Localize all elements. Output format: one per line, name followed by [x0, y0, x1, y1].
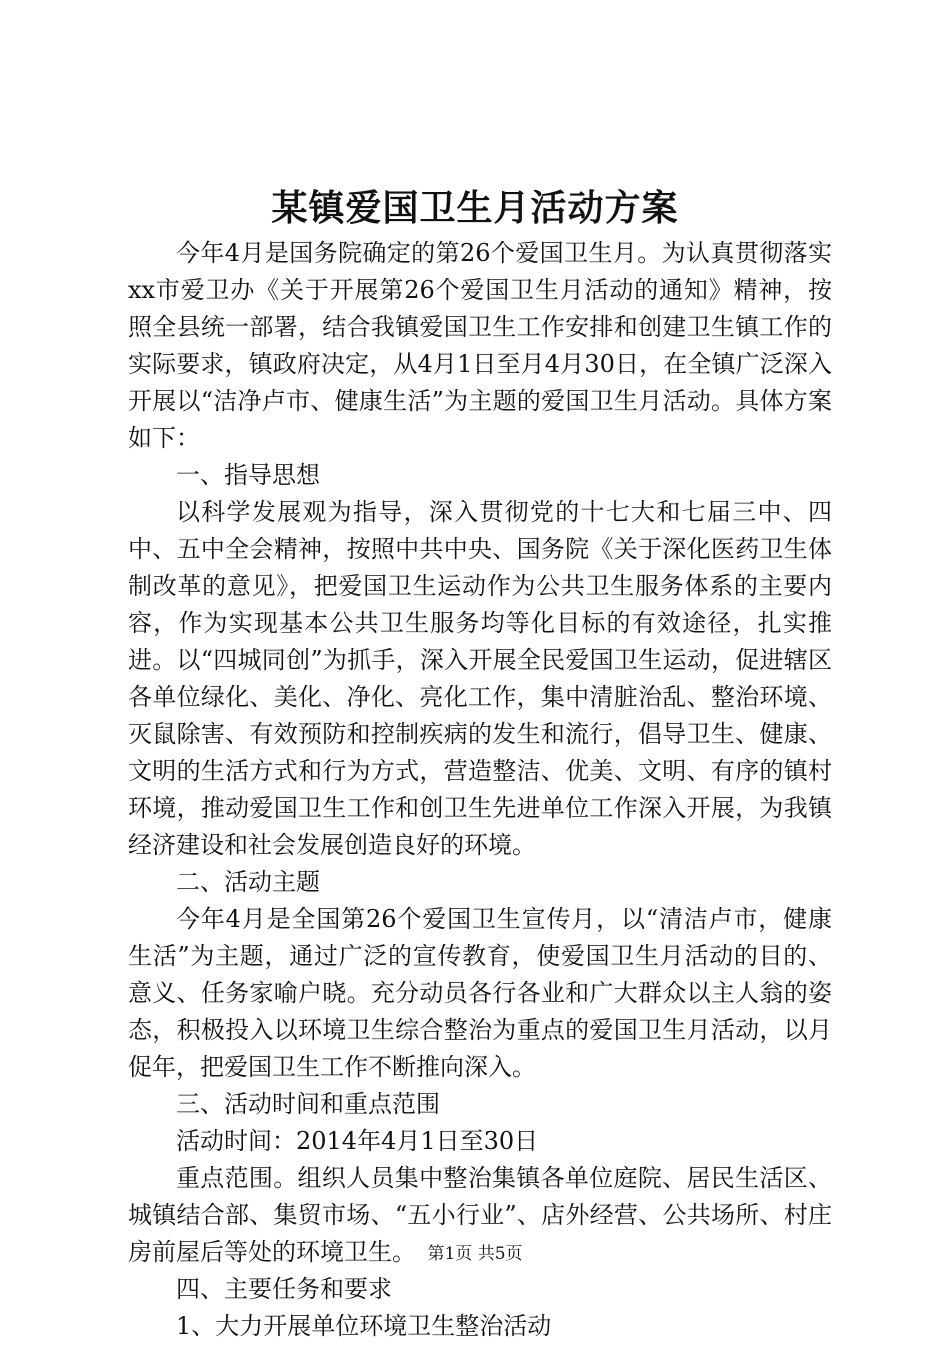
page-footer: 第1页 共5页	[427, 1244, 523, 1264]
section-heading-activity-theme: 二、活动主题	[176, 868, 320, 896]
guiding-thought-paragraph: 以科学发展观为指导，深入贯彻党的十七大和七届三中、四中、五中全会精神，按照中共中央、国务院《关于深化医药卫生体制改革的意见》，把爱国卫生运动作为公共卫生服务体系的主要内容，作为实现基本公共卫生服务均等化目标的有效途径，扎实推进。以“四城同创”为抓手，深入开展全民爱国卫生运动，促进辖区各单位绿化、美化、净化、亮化工作，集中清脏治乱、整治环境、灭鼠除害、有效预防和控制疾病的发生和流行，倡导卫生、健康、文明的生活方式和行为方式，营造整洁、优美、文明、有序的镇村环境，推动爱国卫生工作和创卫生先进单位工作深入开展，为我镇经济建设和社会发展创造良好的环境。	[128, 498, 832, 859]
activity-theme-paragraph: 今年4月是全国第26个爱国卫生宣传月，以“清洁卢市，健康生活”为主题，通过广泛的宣传教育，使爱国卫生月活动的目的、意义、任务家喻户晓。充分动员各行各业和广大群众以主人翁的姿态，积极投入以环境卫生综合整治为重点的爱国卫生月活动，以月促年，把爱国卫生工作不断推向深入。	[128, 905, 832, 1081]
document-title: 某镇爱国卫生月活动方案	[271, 187, 679, 229]
activity-time-line: 活动时间：2014年4月1日至30日	[176, 1127, 539, 1155]
section-heading-time-scope: 三、活动时间和重点范围	[176, 1090, 440, 1118]
section-heading-main-tasks: 四、主要任务和要求	[176, 1275, 392, 1303]
task-item-1: 1、大力开展单位环境卫生整治活动	[176, 1312, 552, 1340]
key-scope-paragraph: 重点范围。组织人员集中整治集镇各单位庭院、居民生活区、城镇结合部、集贸市场、“五小行业”、店外经营、公共场所、村庄房前屋后等处的环境卫生。	[128, 1164, 832, 1266]
document-body	[128, 235, 832, 1345]
intro-paragraph: 今年4月是国务院确定的第26个爱国卫生月。为认真贯彻落实xx市爱卫办《关于开展第26个爱国卫生月活动的通知》精神，按照全县统一部署，结合我镇爱国卫生工作安排和创建卫生镇工作的实际要求，镇政府决定，从4月1日至月4月30日，在全镇广泛深入开展以“洁净卢市、健康生活”为主题的爱国卫生月活动。具体方案如下：	[128, 239, 832, 452]
section-heading-guiding-thought: 一、指导思想	[176, 461, 320, 489]
